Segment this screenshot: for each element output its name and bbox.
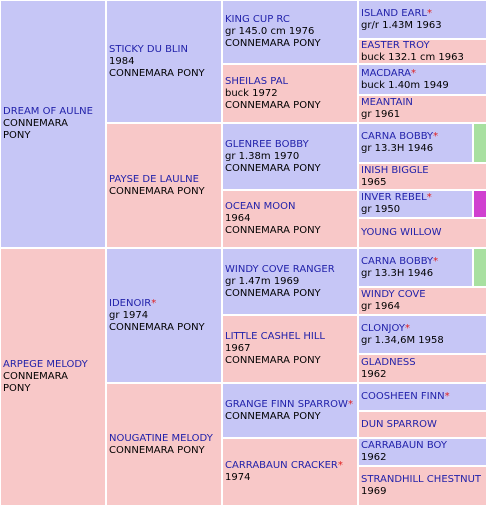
- horse-name-link[interactable]: [361, 131, 470, 143]
- horse-detail: gr 1964: [361, 301, 401, 312]
- horse-detail: 1964: [225, 213, 251, 224]
- pedigree-cell-sticky-du-blin: [106, 0, 222, 123]
- star-marker: *: [337, 460, 343, 471]
- pedigree-cell-strandhill-chestnut: [358, 466, 487, 506]
- horse-detail: 1967: [225, 343, 251, 354]
- pedigree-cell-nougatine-melody: [106, 383, 222, 506]
- horse-name: NOUGATINE MELODY: [109, 432, 213, 444]
- horse-name: IDENOIR: [109, 297, 152, 309]
- horse-name-link[interactable]: [225, 14, 355, 26]
- horse-name-link[interactable]: [361, 165, 484, 177]
- pedigree-cell-carna-bobby: [358, 248, 473, 287]
- horse-name: CARNA BOBBY: [361, 255, 434, 267]
- horse-detail: CONNEMARA PONY: [225, 225, 321, 236]
- horse-detail: CONNEMARA PONY: [225, 99, 321, 111]
- horse-detail: CONNEMARA PONY: [225, 355, 321, 366]
- horse-detail: buck 132.1 cm 1963: [361, 51, 464, 63]
- horse-detail: CONNEMARA: [3, 371, 68, 382]
- horse-name-link[interactable]: [361, 192, 470, 204]
- horse-detail: CONNEMARA: [3, 118, 68, 129]
- horse-detail: CONNEMARA PONY: [225, 38, 321, 49]
- horse-name: DREAM OF AULNE: [3, 106, 93, 117]
- horse-name-link[interactable]: [361, 40, 484, 52]
- pedigree-cell-coosheen-finn: [358, 383, 487, 411]
- pedigree-cell-little-cashel-hill: [222, 315, 358, 383]
- pedigree-cell-dream-of-aulne: [0, 0, 106, 248]
- horse-name-link[interactable]: [361, 474, 484, 486]
- horse-name: YOUNG WILLOW: [361, 227, 442, 238]
- horse-detail: 1962: [361, 452, 387, 463]
- horse-detail: CONNEMARA PONY: [225, 410, 321, 422]
- star-marker: *: [151, 297, 157, 309]
- horse-name: ISLAND EARL: [361, 7, 427, 19]
- horse-name-link[interactable]: [225, 264, 355, 276]
- pedigree-cell-meantain: [358, 95, 487, 123]
- horse-name: WINDY COVE RANGER: [225, 263, 335, 275]
- star-marker: *: [411, 67, 417, 79]
- star-marker: *: [433, 131, 439, 142]
- pedigree-cell-macdara: [358, 64, 487, 95]
- horse-name: GRANGE FINN SPARROW: [225, 398, 348, 410]
- horse-detail: PONY: [3, 130, 31, 141]
- pedigree-cell-windy-cove-ranger: [222, 248, 358, 315]
- star-marker: *: [433, 255, 439, 267]
- horse-detail: CONNEMARA PONY: [109, 67, 205, 79]
- pedigree-cell-young-willow: [358, 218, 487, 248]
- pedigree-cell-sheilas-pal: [222, 64, 358, 123]
- horse-detail: CONNEMARA PONY: [109, 185, 205, 197]
- horse-detail: CONNEMARA PONY: [109, 444, 205, 456]
- horse-name: OCEAN MOON: [225, 201, 296, 212]
- horse-name-link[interactable]: [3, 359, 103, 371]
- colour-flag-purple: [473, 190, 487, 218]
- pedigree-cell-dun-sparrow: [358, 411, 487, 438]
- colour-flag-green: [473, 248, 487, 287]
- horse-name-link[interactable]: [225, 460, 355, 472]
- horse-name: INVER REBEL: [361, 192, 427, 203]
- horse-name: COOSHEEN FINN: [361, 391, 445, 402]
- horse-name-link[interactable]: [225, 201, 355, 213]
- horse-detail: 1965: [361, 176, 387, 188]
- horse-name-link[interactable]: [225, 139, 355, 151]
- pedigree-cell-king-cup-rc: [222, 0, 358, 64]
- horse-name-link[interactable]: [361, 97, 484, 109]
- horse-name: CARRABAUN BOY: [361, 440, 447, 451]
- pedigree-cell-easter-troy: [358, 39, 487, 64]
- horse-name: STICKY DU BLIN: [109, 43, 188, 55]
- horse-detail: 1969: [361, 486, 387, 497]
- star-marker: *: [426, 7, 432, 19]
- pedigree-cell-arpege-melody: [0, 248, 106, 506]
- horse-detail: gr 1.34,6M 1958: [361, 334, 444, 346]
- pedigree-cell-idenoir: [106, 248, 222, 383]
- horse-name-link[interactable]: [109, 174, 219, 186]
- pedigree-cell-payse-de-laulne: [106, 123, 222, 248]
- horse-name: GLADNESS: [361, 356, 416, 368]
- horse-name-link[interactable]: [109, 433, 219, 445]
- horse-detail: 1974: [225, 472, 251, 483]
- horse-detail: gr/r 1.43M 1963: [361, 19, 442, 31]
- horse-detail: gr 1974: [109, 309, 149, 321]
- horse-detail: CONNEMARA PONY: [225, 287, 321, 299]
- pedigree-cell-island-earl: [358, 0, 487, 39]
- pedigree-cell-windy-cove: [358, 287, 487, 315]
- horse-name-link[interactable]: [361, 68, 484, 80]
- horse-name-link[interactable]: [361, 289, 484, 301]
- horse-detail: gr 145.0 cm 1976: [225, 26, 315, 37]
- horse-detail: 1962: [361, 368, 387, 380]
- horse-name-link[interactable]: [361, 391, 484, 403]
- horse-name-link[interactable]: [361, 357, 484, 369]
- star-marker: *: [444, 391, 450, 402]
- pedigree-cell-carna-bobby: [358, 123, 473, 163]
- pedigree-cell-ocean-moon: [222, 190, 358, 248]
- pedigree-cell-carrabaun-boy: [358, 438, 487, 466]
- horse-name-link[interactable]: [225, 399, 355, 411]
- horse-name-link[interactable]: [361, 323, 484, 335]
- star-marker: *: [404, 322, 410, 334]
- horse-name-link[interactable]: [361, 8, 484, 20]
- horse-detail: gr 13.3H 1946: [361, 143, 434, 154]
- horse-name: WINDY COVE: [361, 289, 426, 300]
- pedigree-cell-gladness: [358, 354, 487, 383]
- horse-name-link[interactable]: [361, 227, 484, 239]
- horse-detail: PONY: [3, 383, 31, 394]
- horse-name-link[interactable]: [109, 44, 219, 56]
- star-marker: *: [347, 398, 353, 410]
- pedigree-cell-carrabaun-cracker: [222, 438, 358, 506]
- horse-name: GLENREE BOBBY: [225, 138, 309, 150]
- horse-name: KING CUP RC: [225, 14, 290, 25]
- horse-detail: gr 1961: [361, 109, 401, 120]
- horse-name: LITTLE CASHEL HILL: [225, 331, 325, 342]
- horse-name-link[interactable]: [361, 256, 470, 268]
- horse-detail: gr 1.38m 1970: [225, 150, 300, 162]
- horse-detail: gr 13.3H 1946: [361, 267, 434, 279]
- horse-name: SHEILAS PAL: [225, 75, 289, 87]
- horse-name: MEANTAIN: [361, 97, 413, 108]
- pedigree-cell-glenree-bobby: [222, 123, 358, 190]
- horse-name: ARPEGE MELODY: [3, 359, 88, 370]
- horse-name-link[interactable]: [361, 419, 484, 431]
- pedigree-cell-grange-finn-sparrow: [222, 383, 358, 438]
- pedigree-cell-inish-biggle: [358, 163, 487, 190]
- horse-detail: buck 1972: [225, 87, 278, 99]
- horse-name-link[interactable]: [3, 106, 103, 118]
- horse-name-link[interactable]: [109, 298, 219, 310]
- horse-name: CARNA BOBBY: [361, 131, 434, 142]
- horse-name: EASTER TROY: [361, 39, 430, 51]
- horse-name: STRANDHILL CHESTNUT: [361, 474, 481, 485]
- horse-detail: 1984: [109, 55, 135, 67]
- horse-detail: gr 1950: [361, 204, 401, 215]
- horse-name: CLONJOY: [361, 322, 405, 334]
- horse-detail: buck 1.40m 1949: [361, 79, 449, 91]
- horse-name: INISH BIGGLE: [361, 164, 429, 176]
- pedigree-cell-clonjoy: [358, 315, 487, 354]
- horse-detail: gr 1.47m 1969: [225, 275, 300, 287]
- colour-flag-green: [473, 123, 487, 163]
- horse-detail: CONNEMARA PONY: [109, 321, 205, 333]
- pedigree-cell-inver-rebel: [358, 190, 473, 218]
- horse-name-link[interactable]: [225, 331, 355, 343]
- horse-name: PAYSE DE LAULNE: [109, 173, 199, 185]
- horse-name: CARRABAUN CRACKER: [225, 460, 338, 471]
- horse-detail: CONNEMARA PONY: [225, 162, 321, 174]
- horse-name: MACDARA: [361, 67, 412, 79]
- horse-name-link[interactable]: [225, 76, 355, 88]
- star-marker: *: [426, 192, 432, 203]
- horse-name: DUN SPARROW: [361, 418, 437, 430]
- horse-name-link[interactable]: [361, 440, 484, 452]
